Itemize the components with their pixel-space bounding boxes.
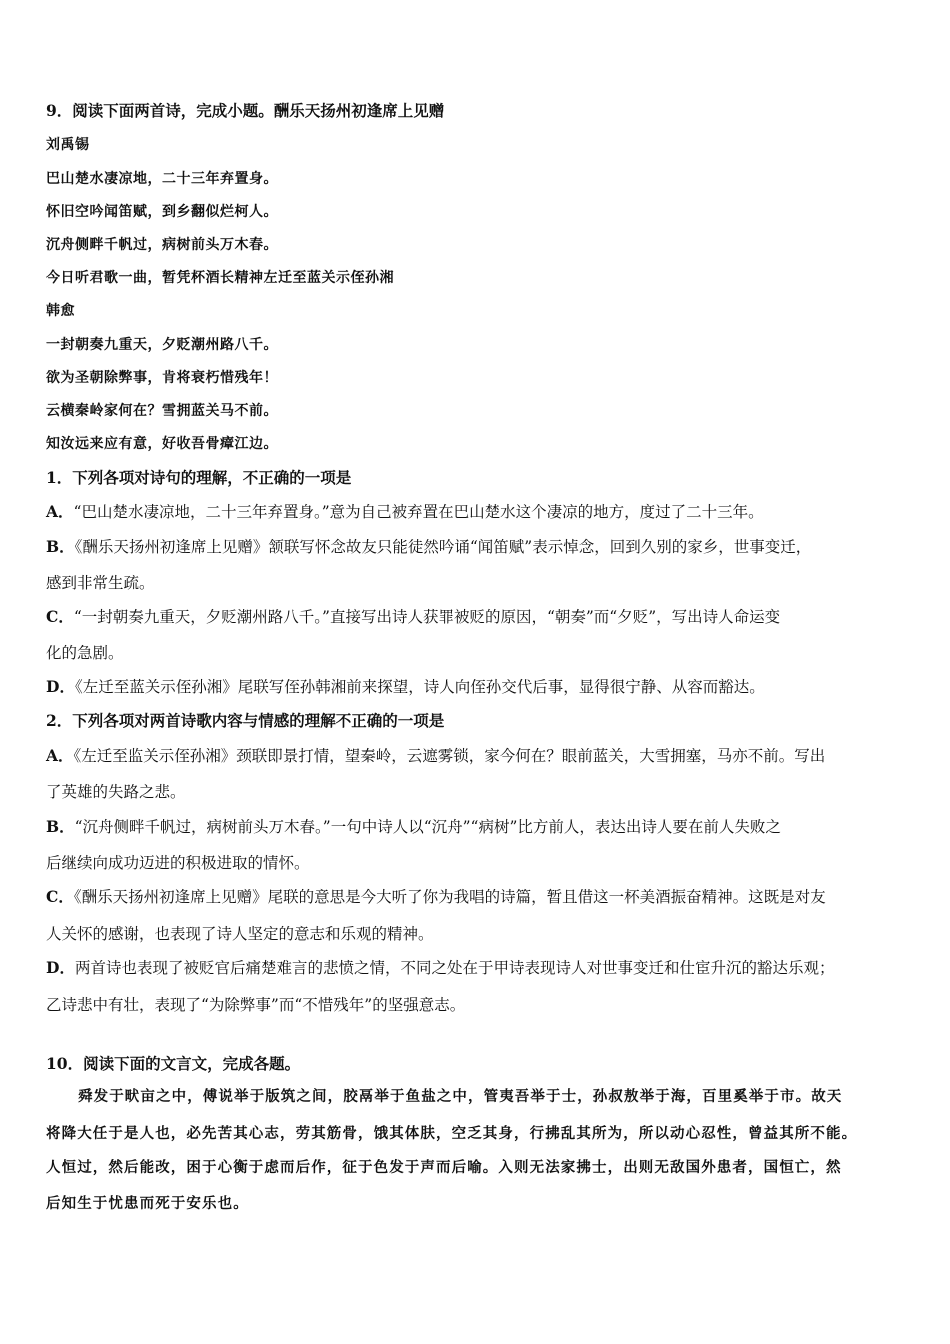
poem2-author: 韩愈 <box>46 303 75 319</box>
passage-line: 将降大任于是人也，必先苦其心志，劳其筋骨，饿其体肤，空乏其身，行拂乱其所为，所以动心忍性，曾益其所不能。 <box>46 1125 858 1142</box>
option-text: 《左迁至蓝关示侄孙湘》尾联写侄孙韩湘前来探望，诗人向侄孙交代后事，显得很宁静、从容而豁达。 <box>74 678 765 696</box>
option-2c-continued: 人关怀的感谢，也表现了诗人坚定的意志和乐观的精神。 <box>46 925 434 943</box>
option-letter: B． <box>46 537 75 556</box>
passage-line: 人恒过，然后能改，困于心衡于虑而后作，征于色发于声而后喻。入则无法家拂士，出则无敌国外患者，国恒亡，然 <box>46 1159 842 1176</box>
poem1-line: 怀旧空吟闻笛赋，到乡翻似烂柯人。 <box>46 204 278 220</box>
option-2a-continued: 了英雄的失路之悲。 <box>46 783 186 801</box>
option-text: 《左迁至监关示侄孙湘》颈联即景打情，望秦岭，云遮雾锁，家今何在？眼前蓝关，大雪拥塞，马亦不前。写出 <box>73 747 826 765</box>
option-1b <box>46 537 811 557</box>
option-text: 《酬乐天扬州初逢席上见赠》颔联写怀念故友只能徒然吟诵“闻笛赋”表示悼念，回到久别的家乡，世事变迁， <box>74 538 812 556</box>
option-1d <box>46 677 765 697</box>
poem2-line: 一封朝奏九重天，夕贬潮州路八千。 <box>46 337 278 353</box>
option-2b-continued: 后继续向成功迈进的积极进取的情怀。 <box>46 854 310 872</box>
question-10-header: 10．阅读下面的文言文，完成各题。 <box>46 1054 301 1073</box>
option-text: 《酬乐天扬州初逢席上见赠》尾联的意思是今大听了你为我唱的诗篇，暂且借这一杯美酒振奋精神。这既是对友 <box>73 888 826 906</box>
poem2-line: 云横秦岭家何在？雪拥蓝关马不前。 <box>46 403 278 419</box>
option-letter: B． <box>46 817 75 836</box>
option-2c <box>46 887 826 907</box>
subquestion-1-stem: 1．下列各项对诗句的理解，不正确的一项是 <box>46 468 352 487</box>
option-text: 两首诗也表现了被贬官后痛楚难言的悲愤之情，不同之处在于甲诗表现诗人对世事变迁和仕宦升沉的豁达乐观； <box>74 959 835 977</box>
option-1a <box>46 502 764 522</box>
option-letter: A． <box>46 502 74 521</box>
option-1c-continued: 化的急剧。 <box>46 644 124 662</box>
passage-line: 后知生于忧患而死于安乐也。 <box>46 1195 249 1212</box>
poem1-line: 今日听君歌一曲，暂凭杯酒长精神左迁至蓝关示侄孙湘 <box>46 270 394 286</box>
option-text: “一封朝奏九重天，夕贬潮州路八千。”直接写出诗人获罪被贬的原因，“朝奏”而“夕贬”，写出诗人命运变 <box>73 608 781 626</box>
poem1-line: 沉舟侧畔千帆过，病树前头万木春。 <box>46 237 278 253</box>
option-1b-continued: 感到非常生疏。 <box>46 574 155 592</box>
option-2d <box>46 958 834 978</box>
option-letter: C． <box>46 607 74 626</box>
option-2b <box>46 817 781 837</box>
option-letter: A． <box>46 746 74 765</box>
poem1-line: 巴山楚水凄凉地，二十三年弃置身。 <box>46 171 278 187</box>
subquestion-2-stem: 2．下列各项对两首诗歌内容与情感的理解不正确的一项是 <box>46 711 445 730</box>
option-text: “沉舟侧畔千帆过，病树前头万木春。”一句中诗人以“沉舟”“病树”比方前人，表达出诗人要在前人失败之 <box>74 818 781 836</box>
option-text: “巴山楚水凄凉地，二十三年弃置身。”意为自己被弃置在巴山楚水这个凄凉的地方，度过了二十三年。 <box>73 503 764 521</box>
poem2-line: 知汝远来应有意，好收吾骨瘴江边。 <box>46 436 278 452</box>
poem1-author: 刘禹锡 <box>46 137 90 153</box>
option-1c <box>46 607 780 627</box>
option-letter: D． <box>46 677 75 696</box>
poem2-line: 欲为圣朝除弊事，肯将衰朽惜残年！ <box>46 370 278 386</box>
option-2d-continued: 乙诗悲中有壮，表现了“为除弊事”而“不惜残年”的坚强意志。 <box>46 996 466 1014</box>
question-9-header: 9．阅读下面两首诗，完成小题。酬乐天扬州初逢席上见赠 <box>46 101 445 120</box>
option-letter: C． <box>46 887 74 906</box>
option-letter: D． <box>46 958 75 977</box>
passage-line: 舜发于畎亩之中，傅说举于版筑之间，胶鬲举于鱼盐之中，管夷吾举于士，孙叔敖举于海，百里奚举于市。故天 <box>78 1088 843 1105</box>
option-2a <box>46 746 825 766</box>
